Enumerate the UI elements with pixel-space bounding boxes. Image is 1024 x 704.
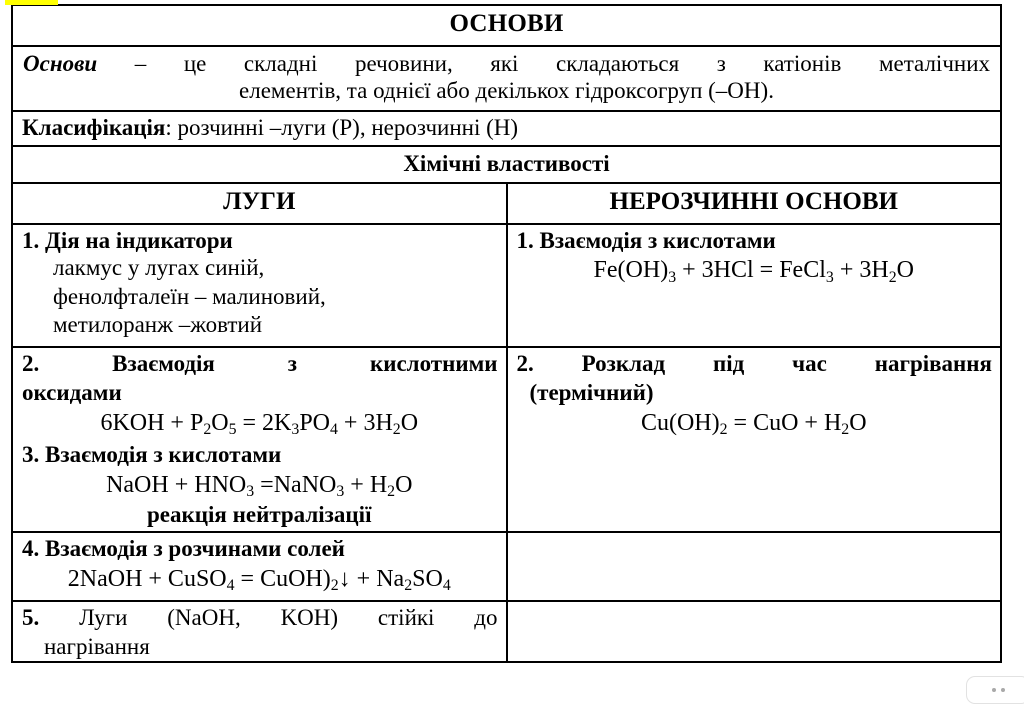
definition-line-2: елементів, та однієї або декількох гідроксогруп (–ОН). xyxy=(239,78,774,104)
left-item-3-equation: NaOH + $HNO_3$ =NaNO$_3$ + $H_2O$ xyxy=(106,471,413,501)
left-item-1-cell xyxy=(12,224,507,347)
right-item-4-empty xyxy=(508,533,1001,539)
table-row-definition xyxy=(12,46,1001,112)
definition-line-1 xyxy=(23,50,990,78)
left-item-5-number: 5. xyxy=(22,604,40,630)
right-item-2-equation: $Cu(OH)_2$ = CuO + $H_2O$ xyxy=(640,410,867,439)
right-item-2-heading-line-2: (термічний) xyxy=(529,380,654,406)
definition-cell xyxy=(12,46,1001,112)
left-item-1-line-1: лакмус у лугах синій, xyxy=(53,255,265,281)
classification-text xyxy=(13,112,1000,145)
overlay-dot-icon xyxy=(1001,688,1005,692)
definition-term: Основи xyxy=(23,50,98,76)
column-header-left-cell xyxy=(12,183,507,224)
yellow-highlight-artifact xyxy=(5,0,58,5)
column-header-insoluble-bases: НЕРОЗЧИННІ ОСНОВИ xyxy=(609,188,898,216)
left-item-1-line-2: фенолфталеїн – малиновий, xyxy=(53,283,326,309)
right-item-5-empty xyxy=(508,602,1001,608)
left-item-5-cell xyxy=(12,601,507,662)
left-item-5-text-1: Луги (NaOH, KOH) стійкі до xyxy=(79,604,498,630)
corner-overlay-widget[interactable] xyxy=(966,676,1024,704)
title-cell xyxy=(12,5,1001,46)
table-row-item-4 xyxy=(12,532,1001,601)
table-row-classification xyxy=(12,111,1001,146)
left-item-2-3-cell xyxy=(12,347,507,532)
basics-table xyxy=(11,4,1002,663)
right-item-1-equation: $Fe(OH)_3 + 3HCl$ = FeCl$_3$ + $3H_2O$ xyxy=(593,257,914,286)
left-item-2-heading-line-1: 2. Взаємодія з кислотними xyxy=(22,350,498,376)
properties-band-cell xyxy=(12,146,1001,183)
right-item-1-cell xyxy=(507,224,1002,347)
left-item-4-cell xyxy=(12,532,507,601)
left-item-2-heading-line-2: оксидами xyxy=(22,380,122,406)
left-item-1-heading: 1. Дія на індикатори xyxy=(22,227,233,253)
definition-line-1-text: – це складні речовини, які складаються з катіонів металічних xyxy=(97,50,990,76)
table-row-title xyxy=(12,5,1001,46)
left-item-5-heading-line-2: нагрівання xyxy=(44,634,150,660)
right-item-2-heading-line-1: 2. Розклад під час нагрівання xyxy=(516,350,992,376)
table-row-item-5 xyxy=(12,601,1001,662)
left-item-1-line-3: метилоранж –жовтий xyxy=(53,312,263,338)
column-header-alkalis: ЛУГИ xyxy=(223,188,296,216)
page-title: ОСНОВИ xyxy=(449,10,564,37)
left-item-4-equation: 2NaOH + CuSO$_4$ = $CuOH)_2↓ + Na_2SO_4$ xyxy=(67,565,451,595)
properties-band-label: Хімічні властивості xyxy=(403,151,610,177)
classification-value: : розчинні –луги (Р), нерозчинні (Н) xyxy=(165,115,519,141)
left-item-3-note: реакція нейтралізації xyxy=(147,501,372,527)
left-item-4-heading: 4. Взаємодія з розчинами солей xyxy=(22,536,345,562)
classification-cell xyxy=(12,111,1001,146)
right-item-1-heading: 1. Взаємодія з кислотами xyxy=(516,227,776,253)
left-item-2-equation: $6KOH + P_2O_5 = 2K_3PO_4 + 3H_2O$ xyxy=(100,410,419,439)
basics-summary-sheet xyxy=(11,4,1002,663)
right-item-4-cell xyxy=(507,532,1002,601)
table-row-properties-band xyxy=(12,146,1001,183)
definition-text xyxy=(13,47,1000,111)
table-row-item-2-3 xyxy=(12,347,1001,532)
overlay-dot-icon xyxy=(992,688,996,692)
right-item-2-cell xyxy=(507,347,1002,532)
right-item-5-cell xyxy=(507,601,1002,662)
left-item-5-heading-line-1 xyxy=(13,602,506,632)
table-row-item-1 xyxy=(12,224,1001,347)
classification-label: Класифікація xyxy=(22,115,166,141)
table-row-column-headers xyxy=(12,183,1001,224)
column-header-right-cell xyxy=(507,183,1002,224)
left-item-3-heading: 3. Взаємодія з кислотами xyxy=(22,442,282,468)
